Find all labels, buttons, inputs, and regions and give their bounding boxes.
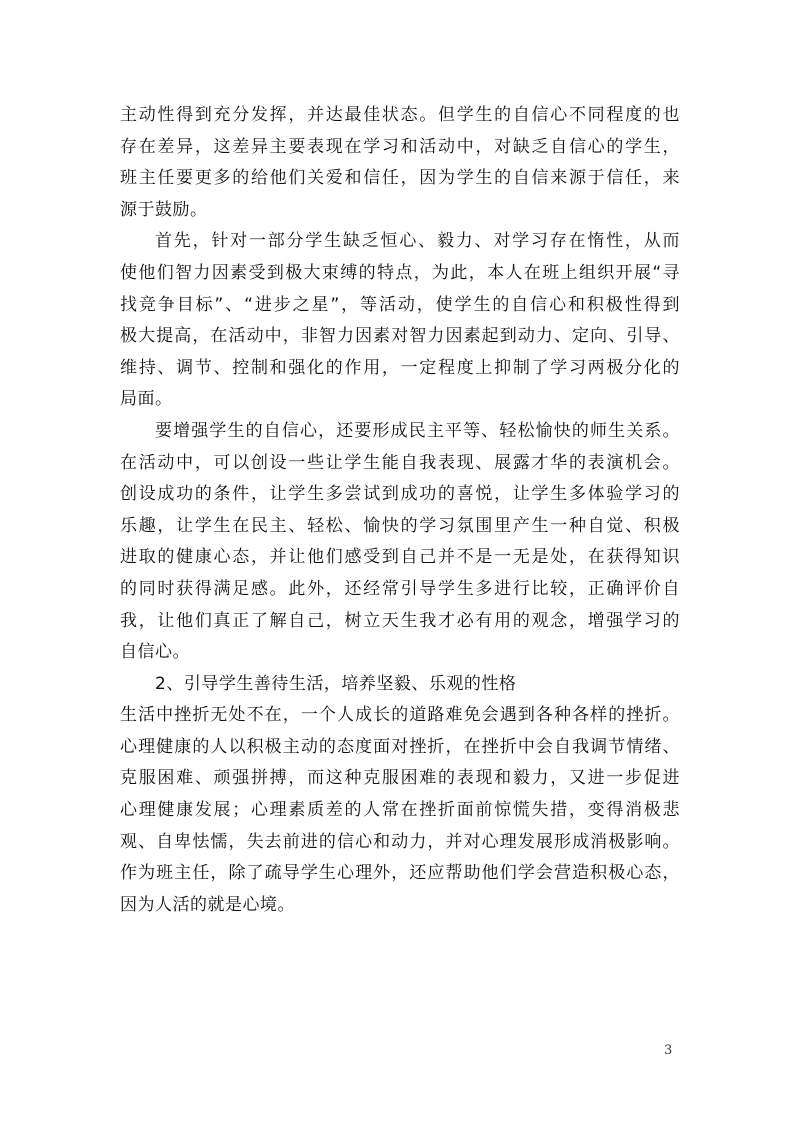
text-line: 进取的健康心态，并让他们感受到自己并不是一无是处，在获得知识 (120, 547, 680, 568)
paragraph (120, 100, 680, 226)
paragraph (120, 226, 680, 416)
text-line: 观、自卑怯懦，失去前进的信心和动力，并对心理发展形成消极影响。 (120, 831, 680, 852)
text-line: 我，让他们真正了解自己，树立天生我才必有用的观念，增强学习的 (120, 610, 680, 631)
text-line: 心理健康的人以积极主动的态度面对挫折，在挫折中会自我调节情绪、 (120, 736, 680, 757)
text-line: 克服困难、顽强拼搏，而这种克服困难的表现和毅力，又进一步促进 (120, 768, 680, 789)
text-line: 维持、调节、控制和强化的作用，一定程度上抑制了学习两极分化的 (120, 357, 680, 378)
text-line: 班主任要更多的给他们关爱和信任，因为学生的自信来源于信任，来 (120, 168, 680, 189)
text-line: 作为班主任，除了疏导学生心理外，还应帮助他们学会营造积极心态， (120, 863, 680, 884)
text-line: 局面。 (120, 389, 173, 410)
text-line: 极大提高，在活动中，非智力因素对智力因素起到动力、定向、引导、 (120, 326, 680, 347)
page-number: 3 (664, 1043, 673, 1058)
text-line: 要增强学生的自信心，还要形成民主平等、轻松愉快的师生关系。 (155, 420, 680, 441)
text-line: 创设成功的条件，让学生多尝试到成功的喜悦，让学生多体验学习的 (120, 484, 680, 505)
document-body (120, 100, 680, 921)
text-line: 首先，针对一部分学生缺乏恒心、毅力、对学习存在惰性，从而 (155, 231, 680, 252)
text-line: 使他们智力因素受到极大束缚的特点，为此，本人在班上组织开展“寻 (120, 262, 680, 283)
paragraph (120, 700, 680, 921)
text-line: 源于鼓励。 (120, 199, 208, 220)
text-line: 2、引导学生善待生活，培养坚毅、乐观的性格 (155, 673, 517, 694)
text-line: 因为人活的就是心境。 (120, 894, 295, 915)
text-line: 主动性得到充分发挥，并达最佳状态。但学生的自信心不同程度的也 (120, 105, 680, 125)
text-line: 的同时获得满足感。此外，还经常引导学生多进行比较，正确评价自 (120, 578, 680, 599)
text-line: 自信心。 (120, 642, 190, 663)
text-line: 乐趣，让学生在民主、轻松、愉快的学习氛围里产生一种自觉、积极 (120, 515, 680, 536)
text-line: 在活动中，可以创设一些让学生能自我表现、展露才华的表演机会。 (120, 452, 680, 473)
text-line: 存在差异，这差异主要表现在学习和活动中，对缺乏自信心的学生， (120, 136, 680, 157)
section-heading (120, 669, 680, 701)
text-line: 生活中挫折无处不在，一个人成长的道路难免会遇到各种各样的挫折。 (120, 705, 680, 726)
paragraph (120, 416, 680, 669)
text-line: 心理健康发展；心理素质差的人常在挫折面前惊慌失措，变得消极悲 (120, 800, 680, 821)
text-line: 找竞争目标”、“进步之星”，等活动，使学生的自信心和积极性得到 (120, 294, 680, 315)
